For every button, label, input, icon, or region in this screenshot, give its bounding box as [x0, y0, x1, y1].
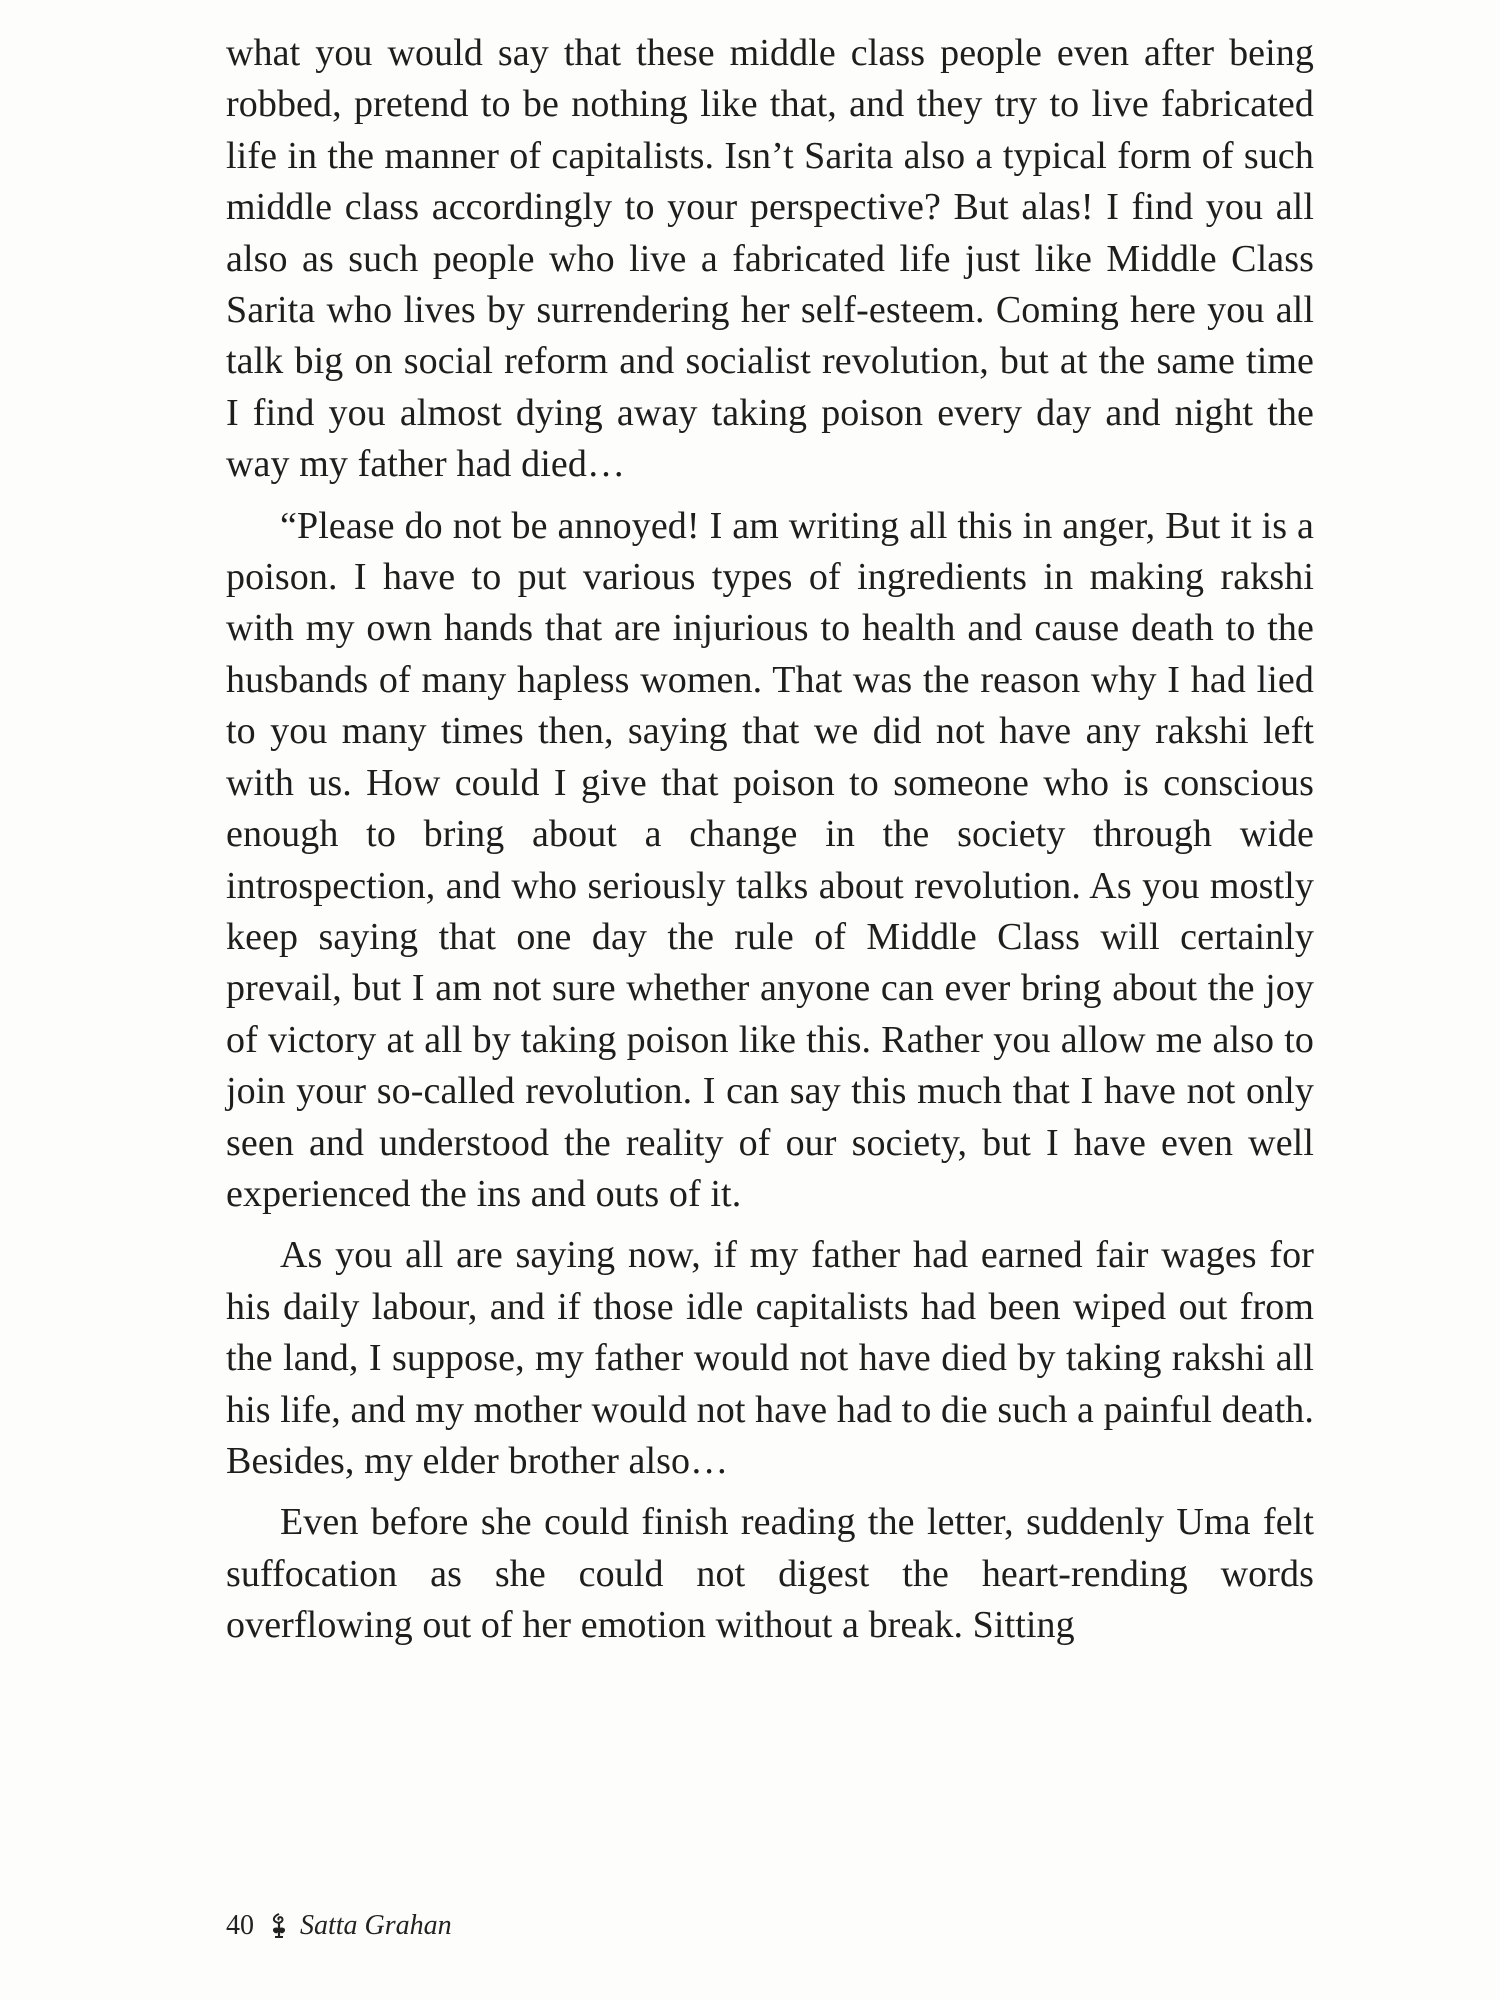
body-text	[226, 28, 1314, 1662]
fleuron-icon	[268, 1912, 290, 1940]
page-footer	[226, 1910, 452, 1942]
paragraph-2: “Please do not be annoyed! I am writing all this in anger, But it is a poison. I have to put various types of ingredients in making rakshi with my own hands that are injurious to health and cause death to the husbands of many hapless women. That was the reason why I had lied to you many times then, saying that we did not have any rakshi left with us. How could I give that poison to someone who is conscious enough to bring about a change in the society through wide introspection, and who seriously talks about revolution. As you mostly keep saying that one day the rule of Middle Class will certainly prevail, but I am not sure whether anyone can ever bring about the joy of victory at all by taking poison like this. Rather you allow me also to join your so-called revolution. I can say this much that I have not only seen and understood the reality of our society, but I have even well experienced the ins and outs of it.	[226, 504, 1314, 1215]
book-title: Satta Grahan	[300, 1910, 452, 1941]
page-number: 40	[226, 1910, 254, 1941]
paragraph-1: what you would say that these middle class people even after being robbed, pretend to be nothing like that, and they try to live fabricated life in the manner of capitalists. Isn’t Sarita also a typical form of such middle class accordingly to your perspective? But alas! I find you all also as such people who live a fabricated life just like Middle Class Sarita who lives by surrendering her self-esteem. Coming here you all talk big on social reform and socialist revolution, but at the same time I find you almost dying away taking poison every day and night the way my father had died…	[226, 32, 1314, 486]
paragraph-3: As you all are saying now, if my father had earned fair wages for his daily labour, and if those idle capitalists had been wiped out from the land, I suppose, my father would not have died by taking rakshi all his life, and my mother would not have had to die such a painful death. Besides, my elder brother also…	[226, 1234, 1314, 1482]
paragraph-4: Even before she could finish reading the letter, suddenly Uma felt suffocation as she could not digest the heart-rending words overflowing out of her emotion without a break. Sitting	[226, 1501, 1314, 1647]
